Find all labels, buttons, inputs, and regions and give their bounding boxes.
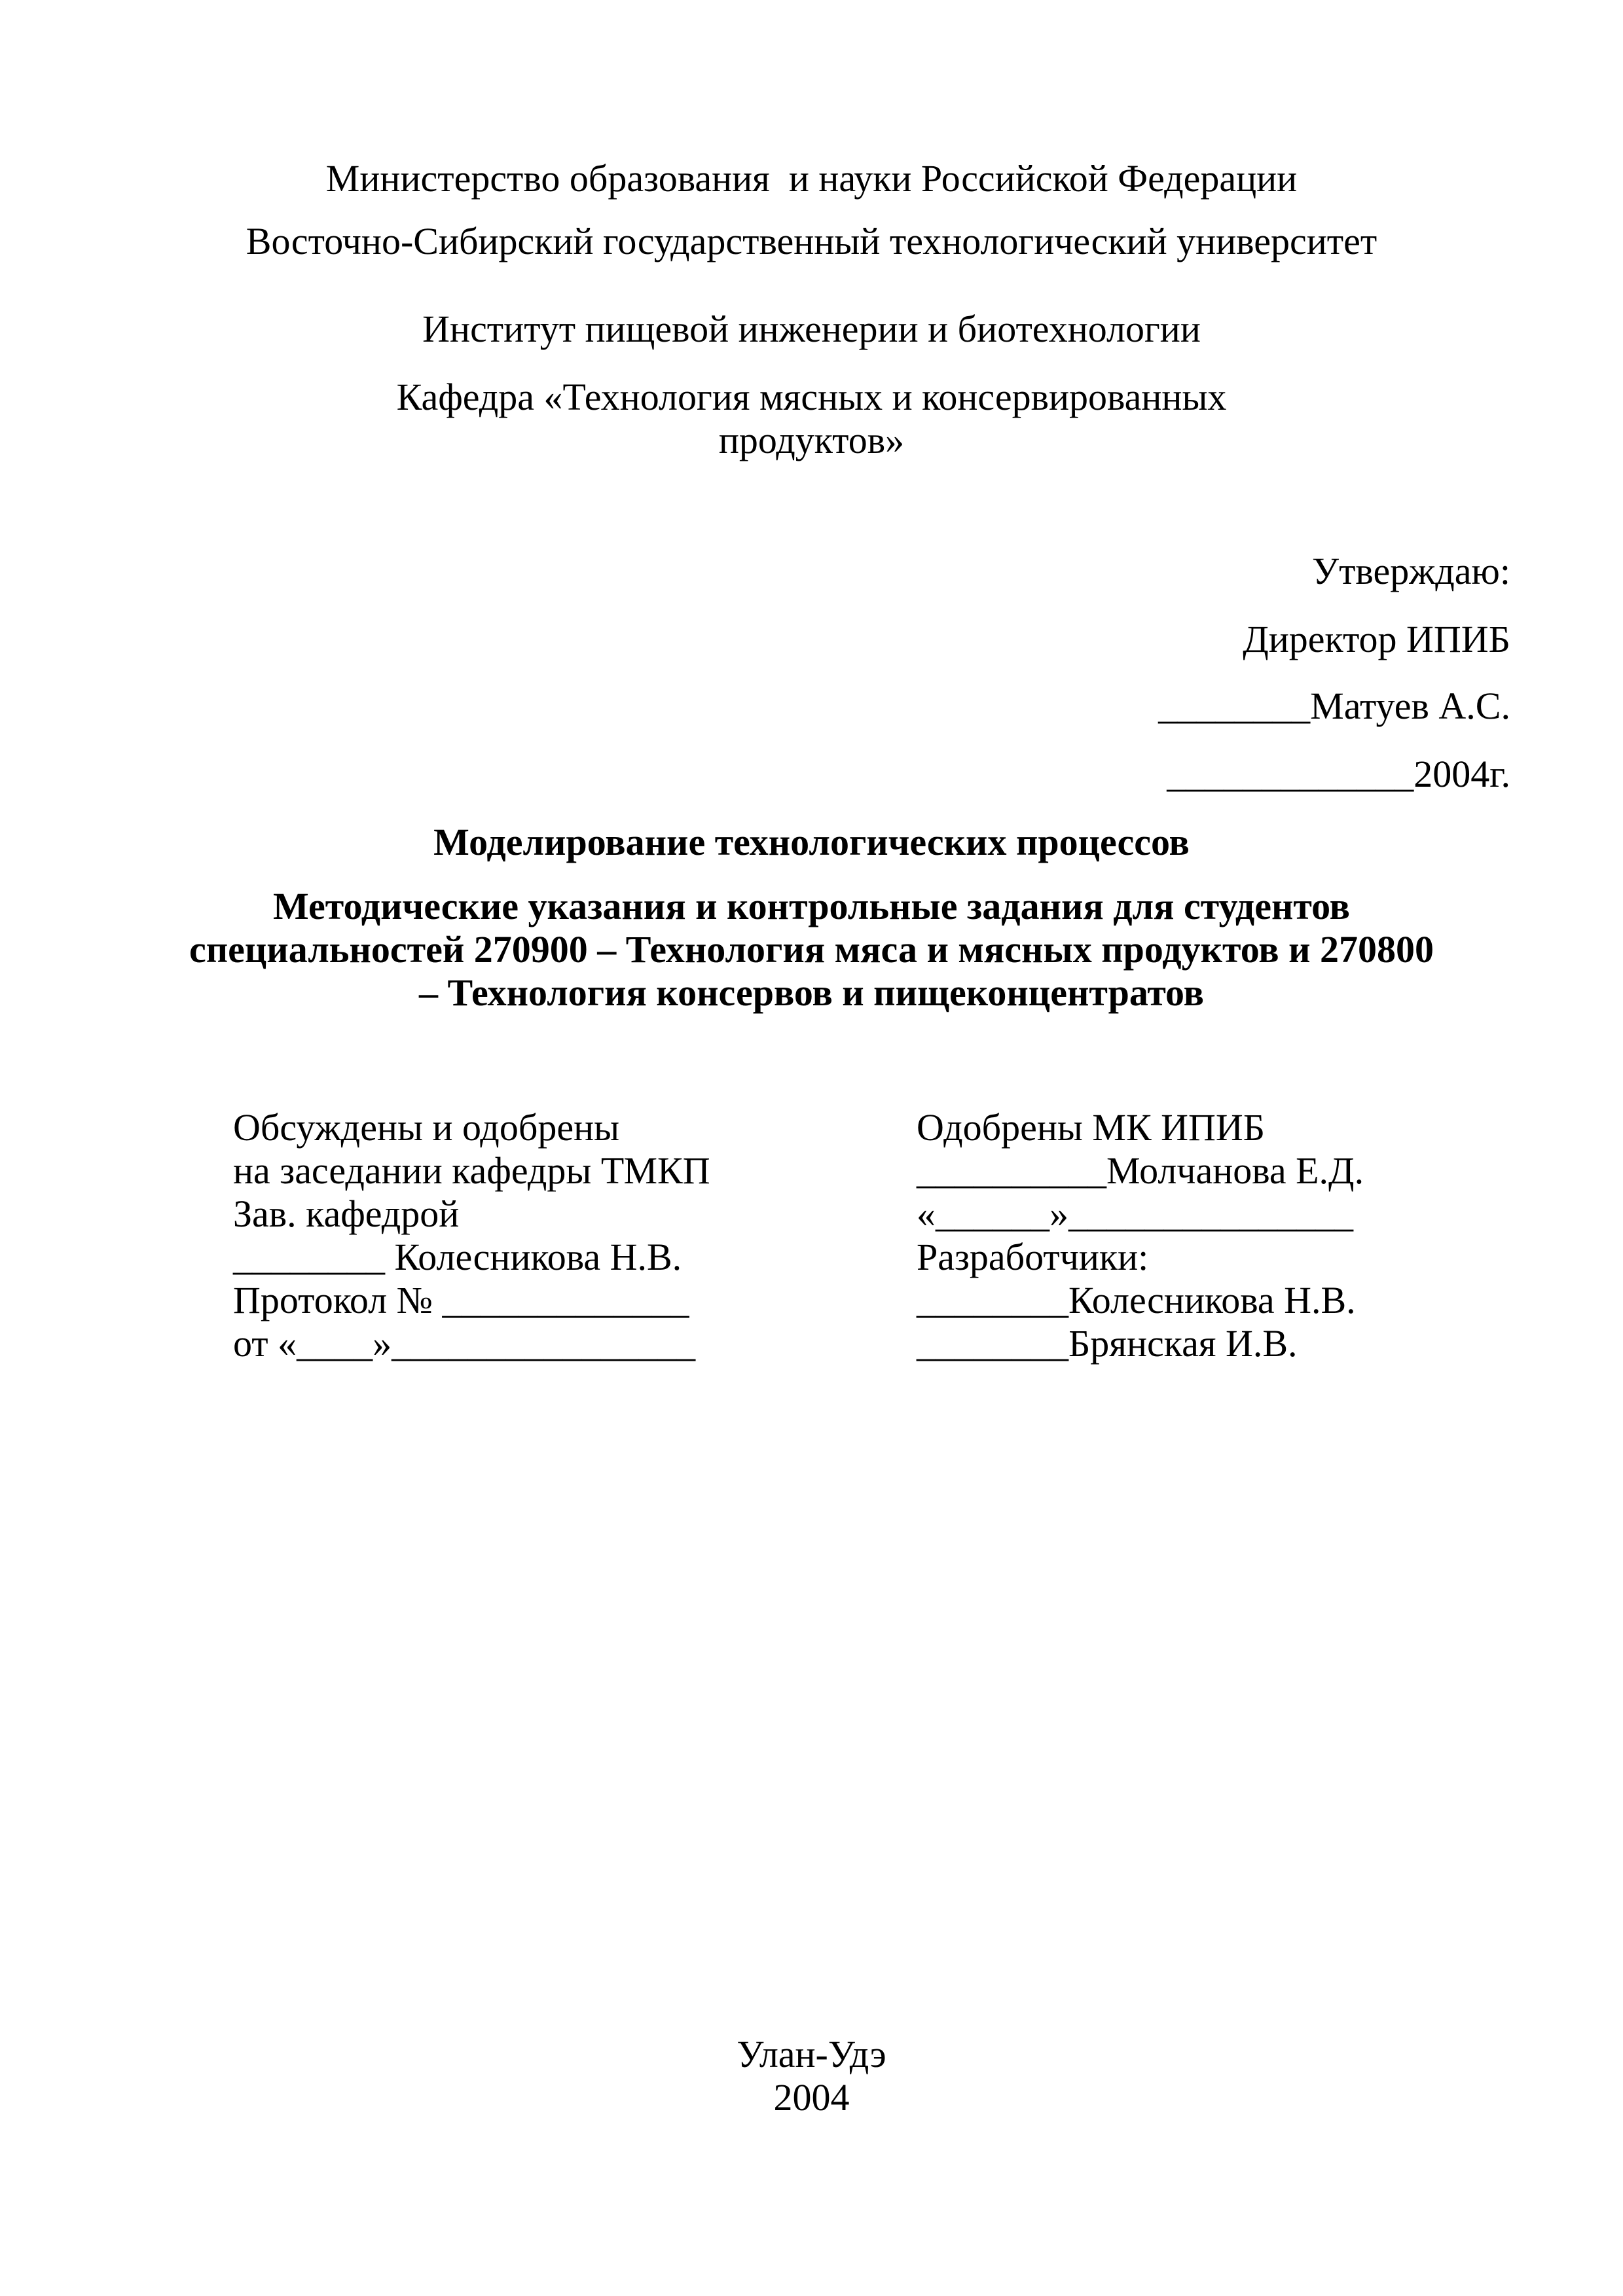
department-name-line1: Кафедра «Технология мясных и консервированных: [396, 376, 1227, 418]
ministry-name: Министерство образования и науки Российской Федерации: [325, 157, 1298, 200]
approval-mk-line: Одобрены МК ИПИБ: [917, 1106, 1266, 1149]
approval-mk-date-line: «______»_______________: [917, 1193, 1353, 1235]
institute-name: Институт пищевой инженерии и биотехнологии: [422, 308, 1201, 350]
protocol-date-line: от «____»________________: [233, 1322, 696, 1365]
developer-signature-line: ________Брянская И.В.: [917, 1322, 1298, 1365]
developer-signature-line: ________Колесникова Н.В.: [917, 1279, 1356, 1321]
approval-date: _____________2004г.: [1167, 753, 1510, 795]
approval-position: Директор ИПИБ: [1243, 618, 1510, 660]
approval-heading: Утверждаю:: [1312, 550, 1510, 592]
approval-signature: ________Матуев А.С.: [1158, 685, 1510, 727]
protocol-number-line: Протокол № _____________: [233, 1279, 689, 1321]
discussion-signature-line: ________ Колесникова Н.В.: [233, 1236, 682, 1278]
discussion-line: Зав. кафедрой: [233, 1193, 460, 1235]
document-title: Моделирование технологических процессов: [433, 821, 1190, 863]
city: Улан-Удэ: [737, 2033, 886, 2075]
approval-mk-signature-line: __________Молчанова Е.Д.: [917, 1149, 1364, 1192]
university-name: Восточно-Сибирский государственный технологический университет: [246, 220, 1377, 262]
department-name-line2: продуктов»: [718, 419, 905, 461]
developers-heading: Разработчики:: [917, 1236, 1149, 1278]
document-subtitle-line1: Методические указания и контрольные задания для студентов: [273, 885, 1350, 927]
document-subtitle-line3: – Технология консервов и пищеконцентратов: [419, 971, 1204, 1014]
year: 2004: [773, 2076, 850, 2119]
discussion-line: на заседании кафедры ТМКП: [233, 1149, 710, 1192]
document-subtitle-line2: специальностей 270900 – Технология мяса и мясных продуктов и 270800: [189, 928, 1434, 971]
discussion-line: Обсуждены и одобрены: [233, 1106, 620, 1149]
